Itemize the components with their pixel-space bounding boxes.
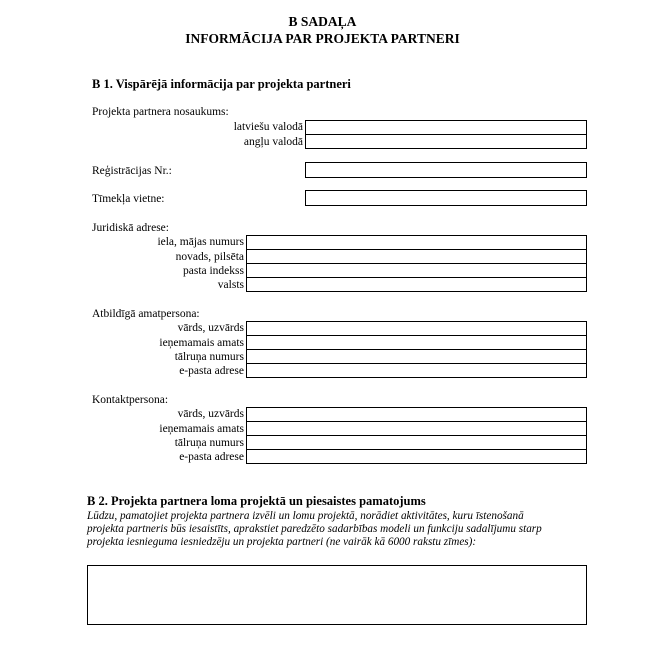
responsible-position-label: ieņemamais amats [159,337,244,349]
partner-name-en-label: angļu valodā [243,136,303,148]
contact-email-input[interactable] [246,449,587,464]
b1-heading: B 1. Vispārējā informācija par projekta partneri [92,77,351,91]
contact-phone-input[interactable] [246,435,587,450]
address-postcode-label: pasta indekss [182,265,244,277]
b2-heading: B 2. Projekta partnera loma projektā un piesaistes pamatojums [87,494,426,508]
contact-name-input[interactable] [246,407,587,422]
responsible-phone-input[interactable] [246,349,587,364]
contact-email-label: e-pasta adrese [179,451,244,463]
responsible-email-input[interactable] [246,363,587,378]
website-label: Tīmekļa vietne: [92,193,165,205]
address-country-input[interactable] [246,277,587,292]
contact-name-label: vārds, uzvārds [177,408,244,420]
address-city-input[interactable] [246,249,587,264]
address-country-label: valsts [217,279,244,291]
responsible-email-label: e-pasta adrese [179,365,244,377]
responsible-label: Atbildīgā amatpersona: [92,308,200,320]
partner-name-label: Projekta partnera nosaukums: [92,106,229,118]
contact-position-input[interactable] [246,421,587,436]
b2-justification-textarea[interactable] [87,565,587,625]
responsible-name-input[interactable] [246,321,587,336]
section-title: B SADAĻA [288,14,357,29]
b2-instruction-line: projekta iesnieguma iesniedzēju un projekta partneri (ne vairāk kā 6000 rakstu zīmes): [87,536,477,548]
b2-instruction-line: Lūdzu, pamatojiet projekta partnera izvēli un lomu projektā, norādiet aktivitātes, kuru īstenošanā [87,510,524,522]
responsible-name-label: vārds, uzvārds [177,322,244,334]
partner-name-lv-input[interactable] [305,120,587,135]
registration-label: Reģistrācijas Nr.: [92,165,172,177]
legal-address-label: Juridiskā adrese: [92,222,169,234]
partner-name-en-input[interactable] [305,134,587,149]
address-street-input[interactable] [246,235,587,250]
address-postcode-input[interactable] [246,263,587,278]
b2-instruction-line: projekta partneris būs iesaistīts, aprakstiet paredzēto sadarbības modeli un funkciju sadalījumu starp [87,523,542,535]
partner-name-lv-label: latviešu valodā [233,121,303,133]
address-street-label: iela, mājas numurs [157,236,244,248]
registration-input[interactable] [305,162,587,178]
contact-position-label: ieņemamais amats [159,423,244,435]
contact-phone-label: tālruņa numurs [174,437,244,449]
address-city-label: novads, pilsēta [175,251,244,263]
website-input[interactable] [305,190,587,206]
responsible-phone-label: tālruņa numurs [174,351,244,363]
contact-label: Kontaktpersona: [92,394,169,406]
responsible-position-input[interactable] [246,335,587,350]
section-subtitle: INFORMĀCIJA PAR PROJEKTA PARTNERI [185,31,460,46]
